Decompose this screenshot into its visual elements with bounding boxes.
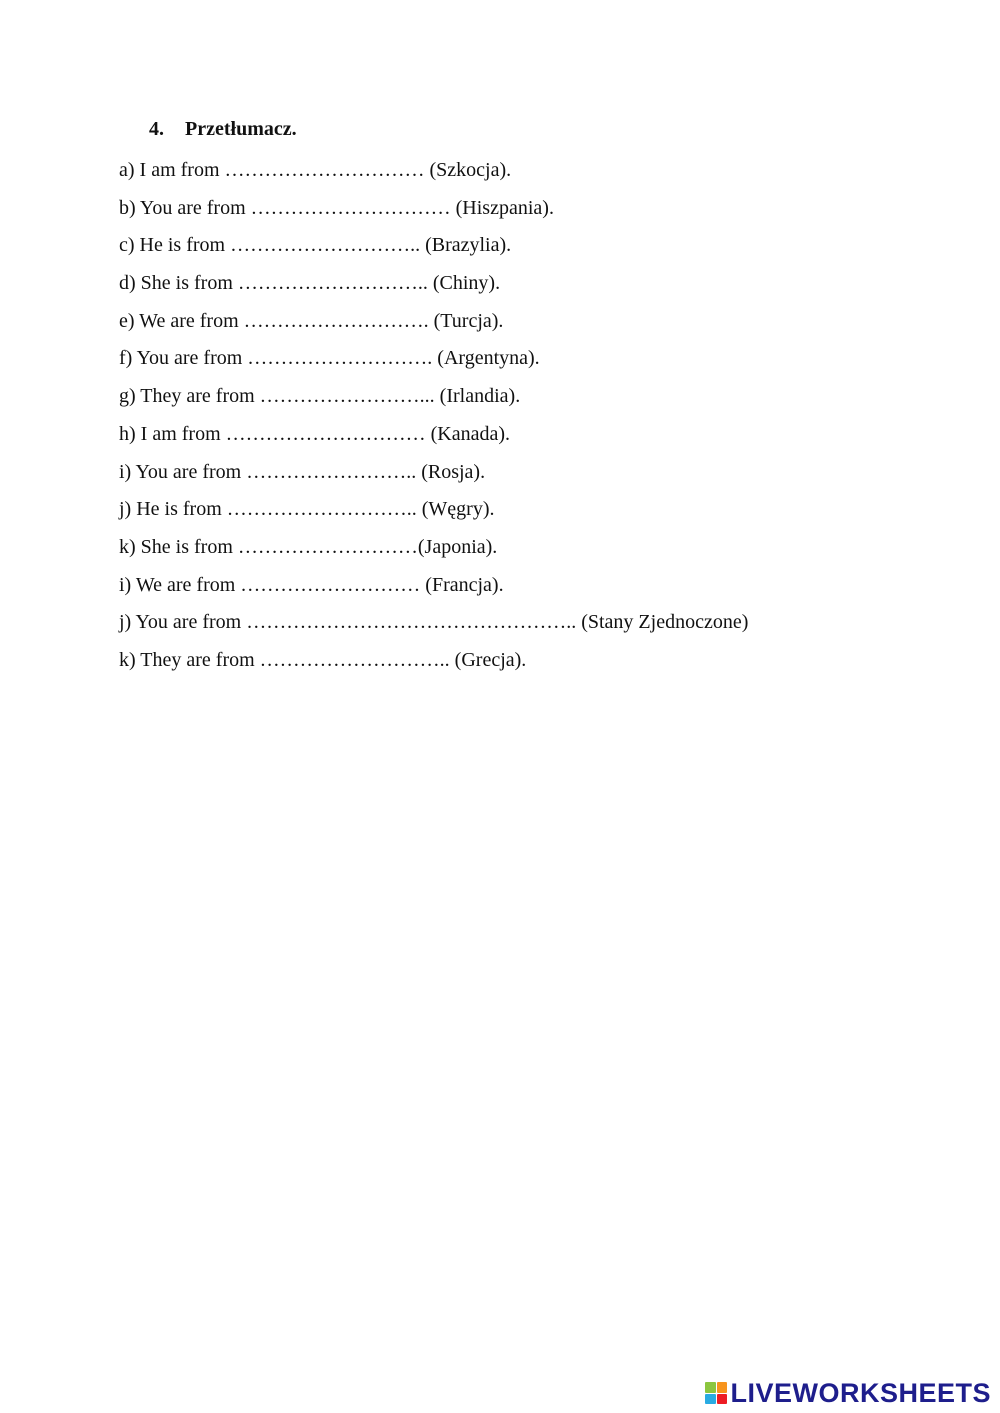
sentence-k-japan: k) She is from ………………………(Japonia). [119, 535, 498, 558]
logo-text: LIVEWORKSHEETS [730, 1378, 991, 1408]
sentence-g-ireland: g) They are from ……………………... (Irlandia). [119, 385, 521, 408]
exercise-number: 4. [149, 118, 164, 140]
sentence-i-russia: i) You are from …………………….. (Rosja). [119, 460, 486, 483]
logo-squares-icon [705, 1382, 727, 1404]
sentence-list [119, 155, 979, 683]
sentence-k-greece: k) They are from ……………………….. (Grecja). [119, 648, 527, 671]
sentence-f-argentina: f) You are from ………………………. (Argentyna). [119, 347, 540, 370]
logo-square-blue [705, 1394, 716, 1405]
sentence-b-spain: b) You are from ………………………… (Hiszpania). [119, 196, 554, 219]
sentence-c-brazil: c) He is from ……………………….. (Brazylia). [119, 234, 512, 257]
logo-square-red [717, 1394, 728, 1405]
sentence-i-france: i) We are from ……………………… (Francja). [119, 573, 504, 596]
sentence-e-turkey: e) We are from ………………………. (Turcja). [119, 309, 504, 332]
sentence-a-scotland: a) I am from ………………………… (Szkocja). [119, 159, 512, 181]
liveworksheets-logo [705, 1380, 991, 1406]
sentence-j-usa: j) You are from ………………………………………….. (Stany Zjednoczone) [119, 611, 749, 634]
sentence-j-hungary: j) He is from ……………………….. (Węgry). [119, 498, 495, 521]
sentence-d-china: d) She is from ……………………….. (Chiny). [119, 272, 501, 295]
logo-square-green [705, 1382, 716, 1393]
sentence-h-canada: h) I am from ………………………… (Kanada). [119, 422, 511, 445]
exercise-heading [149, 118, 297, 141]
logo-square-orange [717, 1382, 728, 1393]
exercise-title: Przetłumacz. [185, 118, 297, 140]
